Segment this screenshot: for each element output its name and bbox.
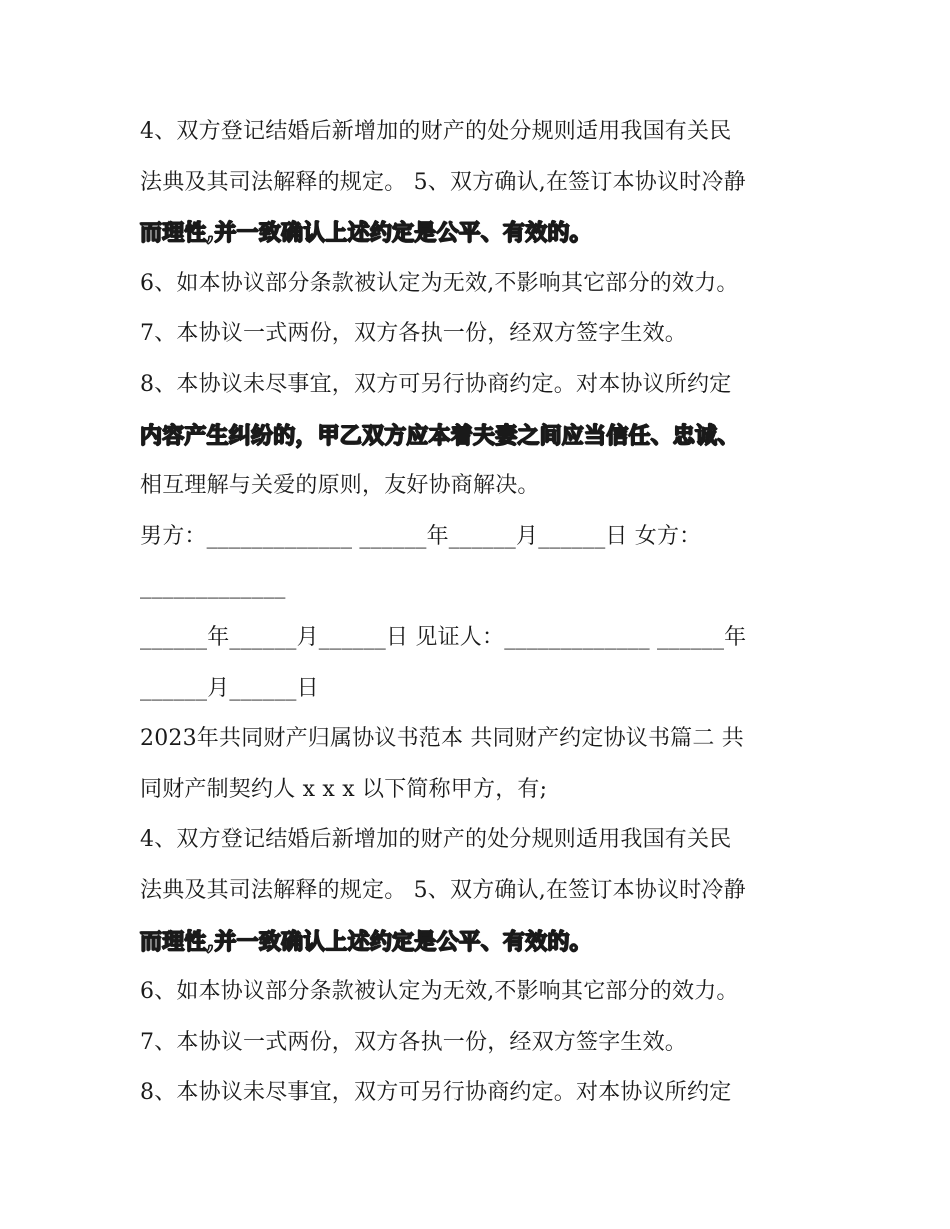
section-title-line: 2023年共同财产归属协议书范本 共同财产约定协议书篇二 共: [140, 726, 744, 752]
outlined-text-line: 内容产生纠纷的，甲乙双方应本着夫妻之间应当信任、忠诚、: [140, 422, 740, 449]
text-line: 相互理解与关爱的原则，友好协商解决。: [140, 473, 540, 499]
outlined-text-line: 而理性,并一致确认上述约定是公平、有效的。: [140, 928, 592, 955]
text-line: 法典及其司法解释的规定。 5、双方确认,在签订本协议时冷静: [140, 169, 746, 195]
text-line: 6、如本协议部分条款被认定为无效,不影响其它部分的效力。: [140, 270, 739, 296]
outlined-text-line: 而理性,并一致确认上述约定是公平、有效的。: [140, 220, 592, 247]
text-line: 4、双方登记结婚后新增加的财产的处分规则适用我国有关民: [140, 119, 732, 144]
text-line: 4、双方登记结婚后新增加的财产的处分规则适用我国有关民: [140, 827, 732, 853]
text-line: 7、本协议一式两份，双方各执一份，经双方签字生效。: [140, 1029, 687, 1055]
document-body: [140, 107, 820, 1119]
text-line: 同财产制契约人 x x x 以下简称甲方，有;: [140, 776, 548, 802]
signature-line-witness: ______年______月______日 见证人：_____________ ______年: [140, 624, 747, 650]
text-line: 6、如本协议部分条款被认定为无效,不影响其它部分的效力。: [140, 979, 739, 1005]
signature-date-line: ______月______日: [140, 675, 319, 701]
text-line: 8、本协议未尽事宜，双方可另行协商约定。对本协议所约定: [140, 1080, 732, 1106]
signature-line-male: 男方：_____________ ______年______月______日 女方：: [140, 523, 702, 549]
text-line: 7、本协议一式两份，双方各执一份，经双方签字生效。: [140, 321, 687, 347]
text-line: 法典及其司法解释的规定。 5、双方确认,在签订本协议时冷静: [140, 877, 746, 903]
signature-line-female: _____________: [140, 574, 286, 600]
text-line: 8、本协议未尽事宜，双方可另行协商约定。对本协议所约定: [140, 371, 732, 397]
